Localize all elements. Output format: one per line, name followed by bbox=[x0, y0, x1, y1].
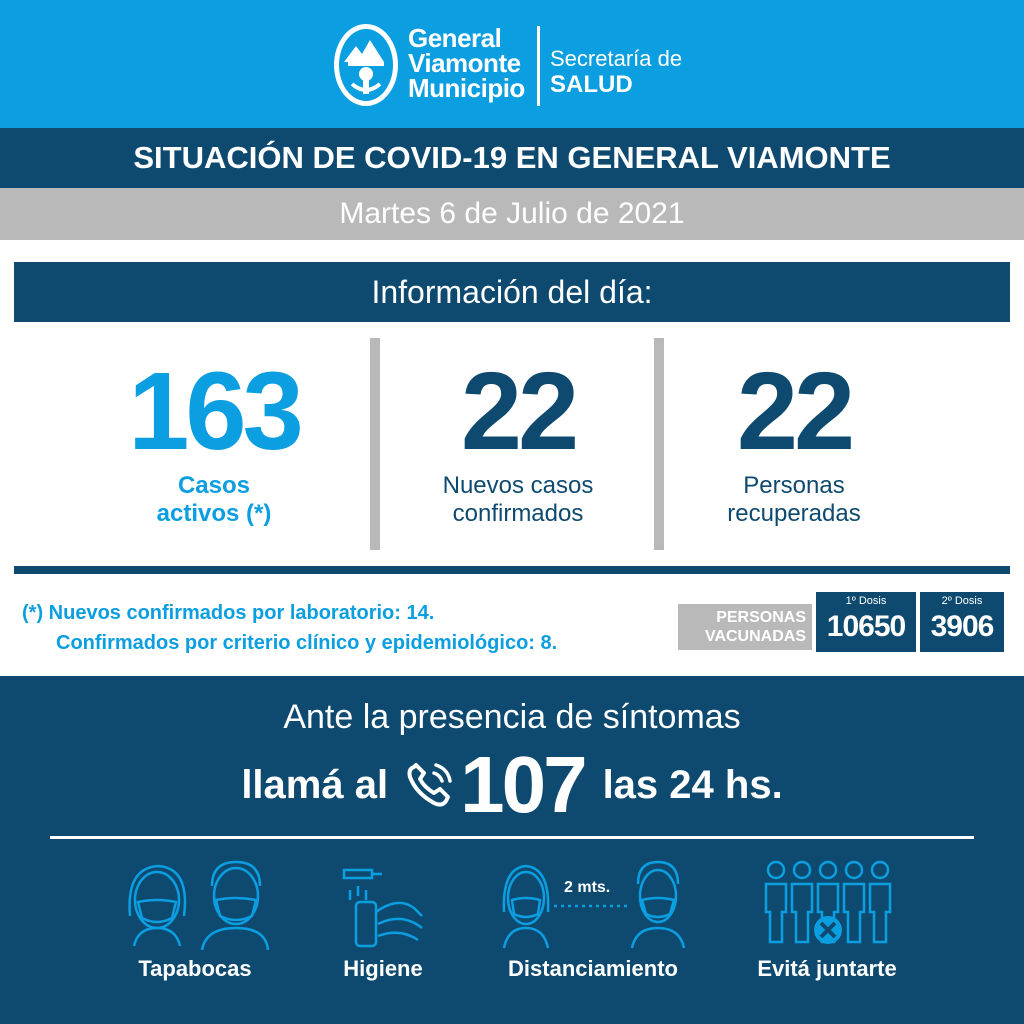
municipality-name: General Viamonte Municipio bbox=[408, 23, 525, 103]
stat-value: 163 bbox=[128, 350, 300, 473]
logo-divider bbox=[537, 26, 540, 106]
prevention-label-distancing: Distanciamiento bbox=[508, 956, 678, 981]
dose2-box: 2º Dosis 3906 bbox=[920, 592, 1004, 652]
bottom-divider bbox=[50, 836, 974, 839]
page-title: SITUACIÓN DE COVID-19 EN GENERAL VIAMONTE bbox=[0, 128, 1024, 188]
prevention-label-mask: Tapabocas bbox=[138, 956, 252, 981]
stat-label: Nuevos casos confirmados bbox=[442, 472, 594, 527]
stat-value: 22 bbox=[460, 350, 576, 473]
logo bbox=[332, 20, 712, 112]
no-gathering-icon bbox=[762, 856, 892, 951]
hand-wash-icon bbox=[338, 856, 428, 951]
secretaria-name: Secretaría de SALUD bbox=[550, 46, 683, 98]
section-divider bbox=[14, 566, 1010, 574]
symptoms-heading: Ante la presencia de síntomas bbox=[283, 698, 741, 736]
footnote: (*) Nuevos confirmados por laboratorio: 14. Confirmados por criterio clínico y epidemiológico: 8. bbox=[22, 602, 558, 654]
stat-label: Casos activos (*) bbox=[156, 472, 272, 527]
prevention-label-hygiene: Higiene bbox=[343, 956, 423, 981]
dose1-box: 1º Dosis 10650 bbox=[816, 592, 916, 652]
stat-recovered bbox=[644, 352, 944, 528]
emblem-icon bbox=[332, 22, 400, 108]
stat-label: Personas recuperadas bbox=[727, 472, 861, 527]
vaccinated-label: PERSONAS VACUNADAS bbox=[678, 604, 812, 650]
distancing-icon bbox=[498, 856, 688, 951]
phone-icon bbox=[404, 759, 456, 811]
face-mask-icon bbox=[120, 856, 270, 951]
prevention-label-gathering: Evitá juntarte bbox=[757, 956, 897, 981]
distance-text: 2 mts. bbox=[564, 879, 611, 896]
info-heading: Información del día: bbox=[14, 262, 1010, 322]
date-banner: Martes 6 de Julio de 2021 bbox=[0, 188, 1024, 240]
stat-value: 22 bbox=[736, 350, 852, 473]
call-line: llamá al 107 las 24 hs. bbox=[241, 740, 783, 829]
stat-new-cases bbox=[368, 352, 668, 528]
stat-active-cases bbox=[64, 352, 364, 528]
header bbox=[0, 0, 1024, 128]
